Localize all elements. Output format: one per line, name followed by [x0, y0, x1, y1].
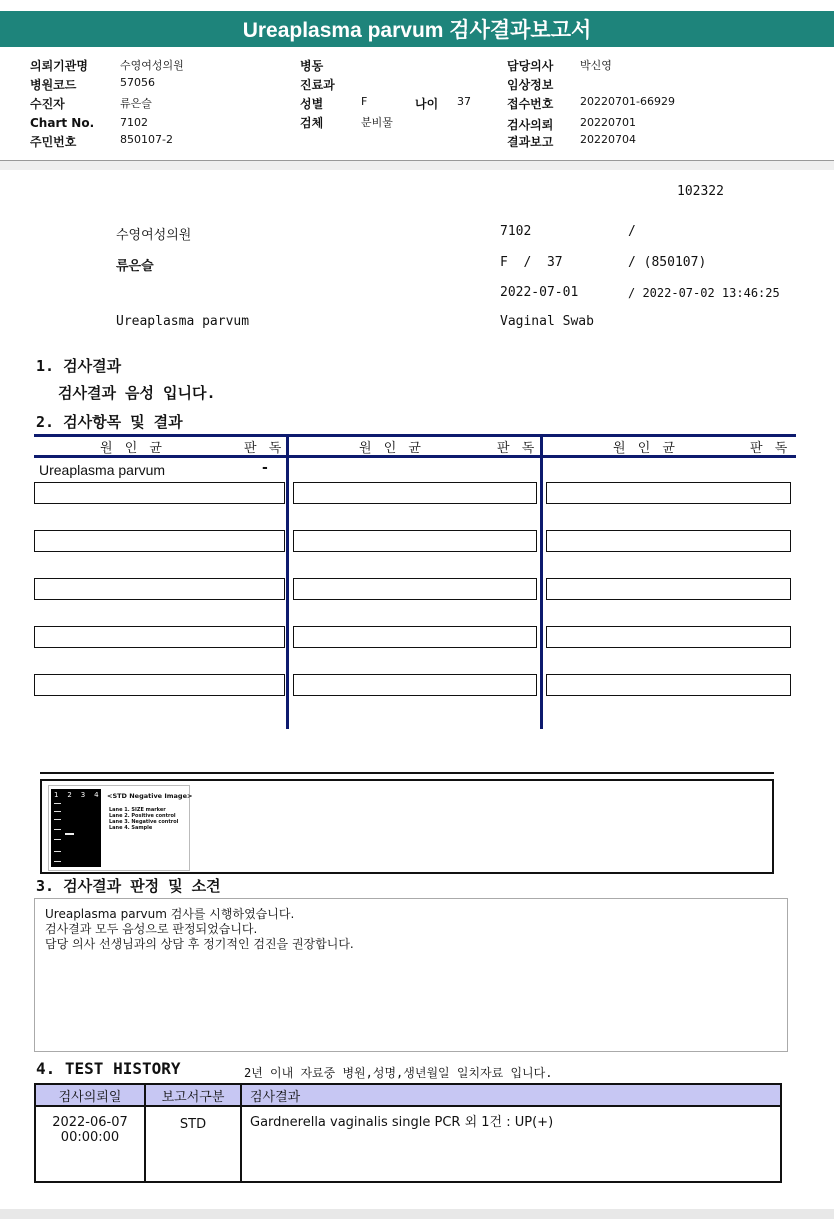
history-result: Gardnerella vaginalis single PCR 외 1건 : UP(+)	[241, 1106, 781, 1182]
gel-legend	[109, 807, 178, 831]
col-header-result-3: 판 독	[750, 441, 792, 456]
summary-specimen: Vaginal Swab	[500, 314, 594, 329]
opinion-box	[34, 898, 788, 1052]
label-chart-no: Chart No.	[30, 116, 95, 130]
label-hospital-code: 병원코드	[30, 78, 77, 92]
result-cell	[546, 578, 791, 600]
summary-patient: 류은슬	[116, 259, 154, 274]
report-title: Ureaplasma parvum 검사결과보고서	[0, 11, 834, 47]
gel-legend-3: Lane 3. Negative control	[109, 819, 179, 825]
history-note: 2년 이내 자료중 병원,성명,생년월일 일치자료 입니다.	[244, 1066, 553, 1080]
section2-heading: 2. 검사항목 및 결과	[36, 413, 183, 431]
value-specimen: 분비물	[361, 116, 393, 129]
value-age: 37	[457, 95, 471, 108]
label-sex: 성별	[300, 97, 324, 111]
header-band	[0, 161, 834, 170]
result-cell	[293, 482, 537, 504]
summary-chart-no: 7102	[500, 224, 532, 239]
label-ward: 병동	[300, 59, 324, 73]
gel-lane-labels	[54, 791, 99, 799]
label-report-date: 결과보고	[507, 135, 554, 149]
std-negative-image	[48, 785, 193, 871]
value-hospital-code: 57056	[120, 76, 155, 89]
label-request-date: 검사의뢰	[507, 118, 554, 132]
label-receipt-no: 접수번호	[507, 97, 554, 111]
result-cell	[546, 482, 791, 504]
opinion-line-3: 담당 의사 선생님과의 상담 후 정기적인 검진을 권장합니다.	[45, 937, 354, 951]
summary-slash: /	[628, 224, 636, 239]
value-receipt-no: 20220701-66929	[580, 95, 675, 108]
label-doctor: 담당의사	[507, 59, 554, 73]
summary-birth: / (850107)	[628, 255, 707, 270]
gel-title: <STD Negative Image>	[107, 792, 193, 800]
value-hospital-name: 수영여성의원	[120, 59, 184, 72]
col-header-organism-2: 원 인 균	[359, 441, 425, 456]
gel-top-rule	[40, 772, 774, 774]
col-header-organism-1: 원 인 균	[100, 441, 166, 456]
result-cell	[34, 626, 285, 648]
table-col-divider-1	[286, 434, 289, 729]
result-cell	[293, 626, 537, 648]
result-cell	[293, 674, 537, 696]
summary-test-name: Ureaplasma parvum	[116, 314, 250, 329]
table-col-divider-2	[540, 434, 543, 729]
result-cell	[34, 482, 285, 504]
section3-heading: 3. 검사결과 판정 및 소견	[36, 877, 221, 895]
table-row	[35, 1106, 781, 1182]
label-hospital-name: 의뢰기관명	[30, 59, 88, 73]
history-col-date: 검사의뢰일	[35, 1084, 145, 1106]
label-specimen: 검체	[300, 116, 324, 130]
opinion-line-2: 검사결과 모두 음성으로 판정되었습니다.	[45, 922, 258, 936]
summary-request-date: 2022-07-01	[500, 285, 579, 300]
gel-legend-1: Lane 1. SIZE marker	[109, 807, 166, 813]
gel-lane-4: 4	[94, 791, 99, 799]
section1-text: 검사결과 음성 입니다.	[58, 384, 216, 402]
history-time: 00:00:00	[60, 1130, 120, 1145]
item-result: -	[262, 460, 268, 476]
item-name: Ureaplasma parvum	[39, 462, 166, 478]
result-cell	[34, 530, 285, 552]
summary-sex-age: F / 37	[500, 255, 563, 270]
value-patient: 류은슬	[120, 97, 152, 110]
col-header-result-1: 판 독	[244, 441, 286, 456]
result-cell	[34, 578, 285, 600]
result-cell	[546, 530, 791, 552]
history-col-result: 검사결과	[241, 1084, 781, 1106]
value-report-date: 20220704	[580, 133, 636, 146]
result-cell	[546, 674, 791, 696]
result-cell	[293, 530, 537, 552]
col-header-organism-3: 원 인 균	[613, 441, 679, 456]
summary-code: 102322	[677, 184, 724, 199]
history-header-row	[35, 1084, 781, 1106]
footer-band	[0, 1209, 834, 1219]
history-table	[34, 1083, 782, 1183]
label-age: 나이	[415, 97, 439, 111]
value-resident-no: 850107-2	[120, 133, 173, 146]
col-header-result-2: 판 독	[497, 441, 539, 456]
gel-lane-1: 1	[54, 791, 59, 799]
label-resident-no: 주민번호	[30, 135, 77, 149]
history-type: STD	[145, 1106, 241, 1182]
label-department: 진료과	[300, 78, 335, 92]
gel-lane-3: 3	[80, 791, 86, 799]
label-patient: 수진자	[30, 97, 65, 111]
gel-lane-2: 2	[67, 791, 72, 799]
history-cell-date	[35, 1106, 145, 1182]
summary-hospital: 수영여성의원	[116, 228, 192, 243]
gel-legend-4: Lane 4. Sample	[109, 825, 153, 831]
result-cell	[546, 626, 791, 648]
value-sex: F	[361, 95, 368, 108]
value-doctor: 박신영	[580, 59, 612, 72]
summary-result-datetime: / 2022-07-02 13:46:25	[628, 286, 780, 300]
value-request-date: 20220701	[580, 116, 636, 129]
history-date: 2022-06-07	[52, 1115, 128, 1130]
label-clinical-info: 임상정보	[507, 78, 554, 92]
gel-legend-2: Lane 2. Positive control	[109, 813, 176, 819]
value-chart-no: 7102	[120, 116, 148, 129]
opinion-line-1: Ureaplasma parvum 검사를 시행하였습니다.	[45, 907, 295, 921]
section1-heading: 1. 검사결과	[36, 357, 122, 375]
gel-photo	[51, 789, 101, 867]
section4-heading: 4. TEST HISTORY	[36, 1059, 181, 1078]
history-col-type: 보고서구분	[145, 1084, 241, 1106]
result-cell	[293, 578, 537, 600]
result-cell	[34, 674, 285, 696]
